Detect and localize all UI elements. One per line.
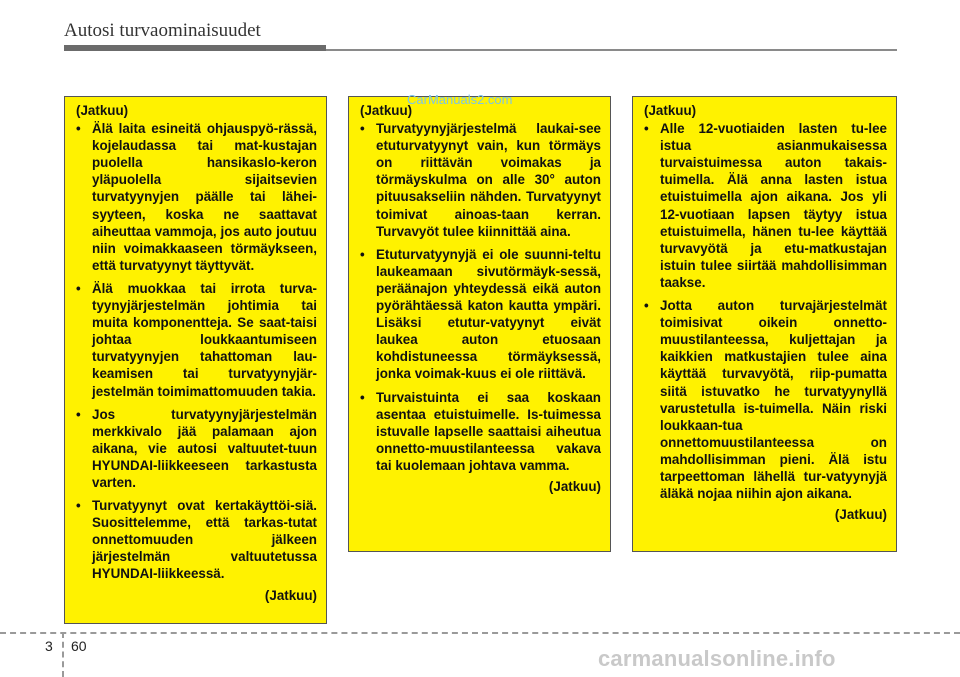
- watermark-top: CarManuals2.com: [407, 92, 513, 107]
- continued-label: (Jatkuu): [264, 587, 317, 603]
- header-rule-thin: [326, 49, 897, 51]
- warning-item: • Jos turvatyynyjärjestelmän merkkivalo jää palamaan ajon aikana, vie autosi valtuutet-tuun HYUNDAI-liikkeeseen tarkastusta varten.: [76, 406, 317, 491]
- warning-list: [360, 120, 601, 474]
- warning-item: • Turvatyynyjärjestelmä laukai-see etuturvatyynyt vain, kun törmäys on riittävän voimakas ja törmäyskulma on alle 30° auton pituusakseliin nähden. Turvatyynyt toimivat ainoas-taan kerran. Turvavyöt tulee kiinnittää aina.: [360, 120, 601, 240]
- warning-item: • Älä laita esineitä ohjauspyö-rässä, kojelaudassa tai mat-kustajan puolella hansikaslo-keron yläpuolella sijaitsevien turvatyynyjen päälle tai lähei-syyteen, koska ne saattavat aiheuttaa vammoja, jos auto joutuu niin voimakkaaseen törmäykseen, että turvatyynyt täyttyvät.: [76, 120, 317, 274]
- chapter-number: 3: [45, 638, 53, 654]
- warning-item: • Turvaistuinta ei saa koskaan asentaa etuistuimelle. Is-tuimessa istuvalle lapselle saattaisi aiheutua onnetto-muustilanteessa vakava tai kuolemaan johtava vamma.: [360, 389, 601, 474]
- warning-item: • Turvatyynyt ovat kertakäyttöi-siä. Suosittelemme, että tarkas-tutat onnettomuuden jälkeen järjestelmän valtuutetussa HYUNDAI-liikkeessä.: [76, 497, 317, 582]
- warning-item: • Etuturvatyynyjä ei ole suunni-teltu laukeamaan sivutörmäyk-sessä, peräänajon yhteydessä eikä auton pyörähtäessä katon kautta ympäri. Lisäksi etutur-vatyynyt eivät laukea auton etuosaan kohdistuneessa törmäyksessä, jonka voimak-kuus ei ole riittävä.: [360, 246, 601, 383]
- footer-dashed-divider: [62, 632, 64, 677]
- warning-panel-2: [348, 96, 611, 552]
- page-header-title: Autosi turvaominaisuudet: [64, 20, 261, 41]
- watermark-bottom: carmanualsonline.info: [598, 646, 836, 671]
- panel-heading: (Jatkuu): [76, 103, 129, 118]
- panel-heading: (Jatkuu): [360, 103, 413, 118]
- continued-label: (Jatkuu): [548, 478, 601, 494]
- warning-item: • Alle 12-vuotiaiden lasten tu-lee istua asianmukaisessa turvaistuimessa auton takais-tuimella. Älä anna lasten istua etuistuimella ajon aikana. Jos yli 12-vuotiaan lapsen täytyy istua etuistuimella, hänen tu-lee käyttää turvavyötä ja etu-matkustajan istuin tulee siirtää mahdollisimman taakse.: [644, 120, 887, 291]
- panel-heading: (Jatkuu): [644, 103, 697, 118]
- warning-item: • Älä muokkaa tai irrota turva-tyynyjärjestelmän johtimia tai muita komponentteja. Se saat-taisi johtaa loukkaantumiseen turvatyynyjen tahattoman lau-keamisen tai turvatyynyjär-jestelmän toimimattomuuden takia.: [76, 280, 317, 400]
- warning-panel-1: [64, 96, 327, 624]
- page-number: 60: [71, 638, 87, 654]
- warning-item: • Jotta auton turvajärjestelmät toimisivat oikein onnetto-muustilanteessa, kuljettajan ja kaikkien matkustajien tulee aina käyttää turvavyötä, riip-pumatta siitä istuvatko he turvatyynyllä varustetulla is-tuimella. Näin riski loukkaan-tua onnettomuustilanteessa on mahdollisimman pieni. Älä istu tarpeettoman lähellä tur-vatyynyjä äläkä nojaa niihin ajon aikana.: [644, 297, 887, 502]
- continued-label: (Jatkuu): [834, 507, 887, 523]
- footer-dashed-rule: [0, 632, 960, 634]
- warning-panel-3: [632, 96, 897, 552]
- header-rule-thick: [64, 45, 326, 51]
- warning-list: [76, 120, 317, 582]
- warning-list: [644, 120, 887, 502]
